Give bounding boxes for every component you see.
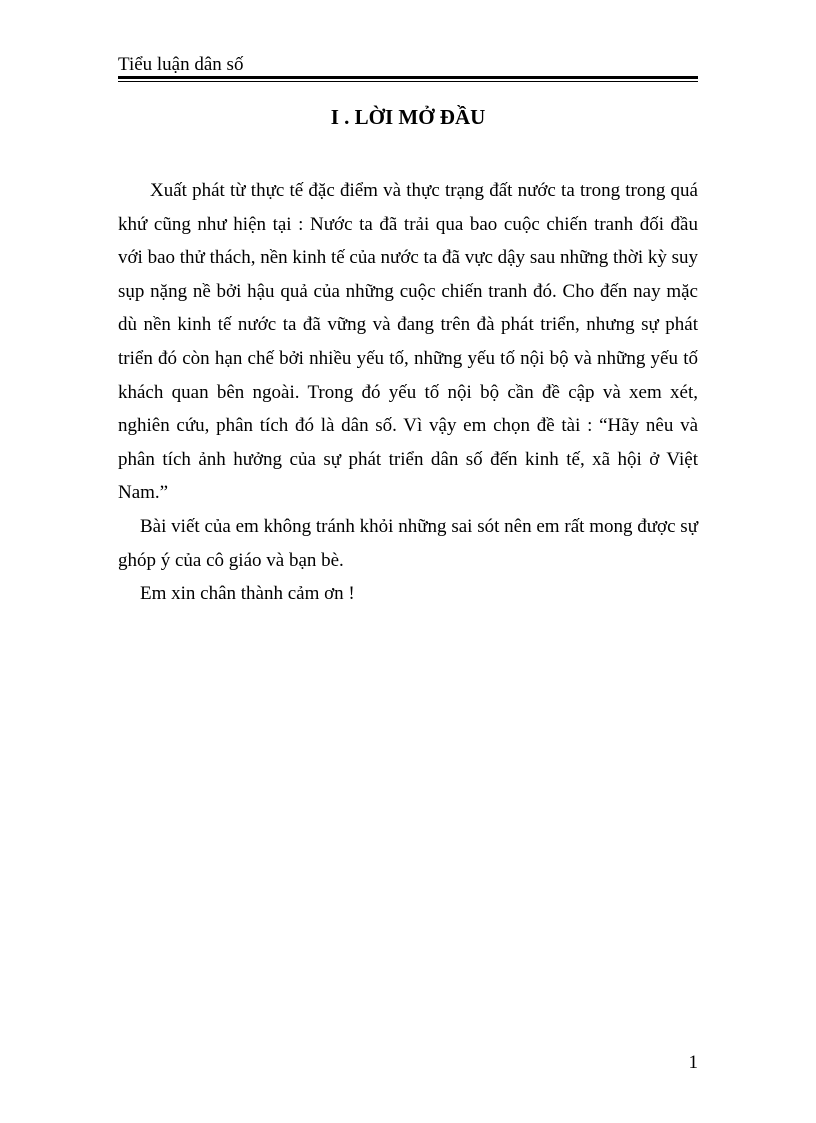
thanks-paragraph: Em xin chân thành cảm ơn ! — [140, 583, 355, 605]
header-title: Tiểu luận dân số — [118, 54, 244, 75]
page-number: 1 — [688, 1052, 698, 1073]
body-text — [118, 174, 698, 611]
section-heading: I . LỜI MỞ ĐẦU — [330, 105, 486, 129]
apology-paragraph: Bài viết của em không tránh khỏi những sai sót nên em rất mong được sự ghóp ý của cô giáo và bạn bè. — [118, 515, 698, 571]
header-rule-thick — [118, 76, 698, 79]
intro-paragraph: Xuất phát từ thực tế đặc điểm và thực trạng đất nước ta trong trong quá khứ cũng như hiện tại : Nước ta đã trải qua bao cuộc chiến tranh đối đầu với bao thử thách, nền kinh tế của nước ta đã vực dậy sau những thời kỳ suy sụp nặng nề bởi hậu quả của những cuộc chiến tranh đó. Cho đến nay mặc dù nền kinh tế nước ta đã vững và đang trên đà phát triển, nhưng sự phát triển đó còn hạn chế bởi nhiều yếu tố, những yếu tố nội bộ và những yếu tố khách quan bên ngoài. Trong đó yếu tố nội bộ cần đề cập và xem xét, nghiên cứu, phân tích đó là dân số. Vì vậy em chọn đề tài : “Hãy nêu và phân tích ảnh hưởng của sự phát triển dân số đến kinh tế, xã hội ở Việt Nam.” — [118, 180, 698, 504]
header-rule-thin — [118, 81, 698, 82]
